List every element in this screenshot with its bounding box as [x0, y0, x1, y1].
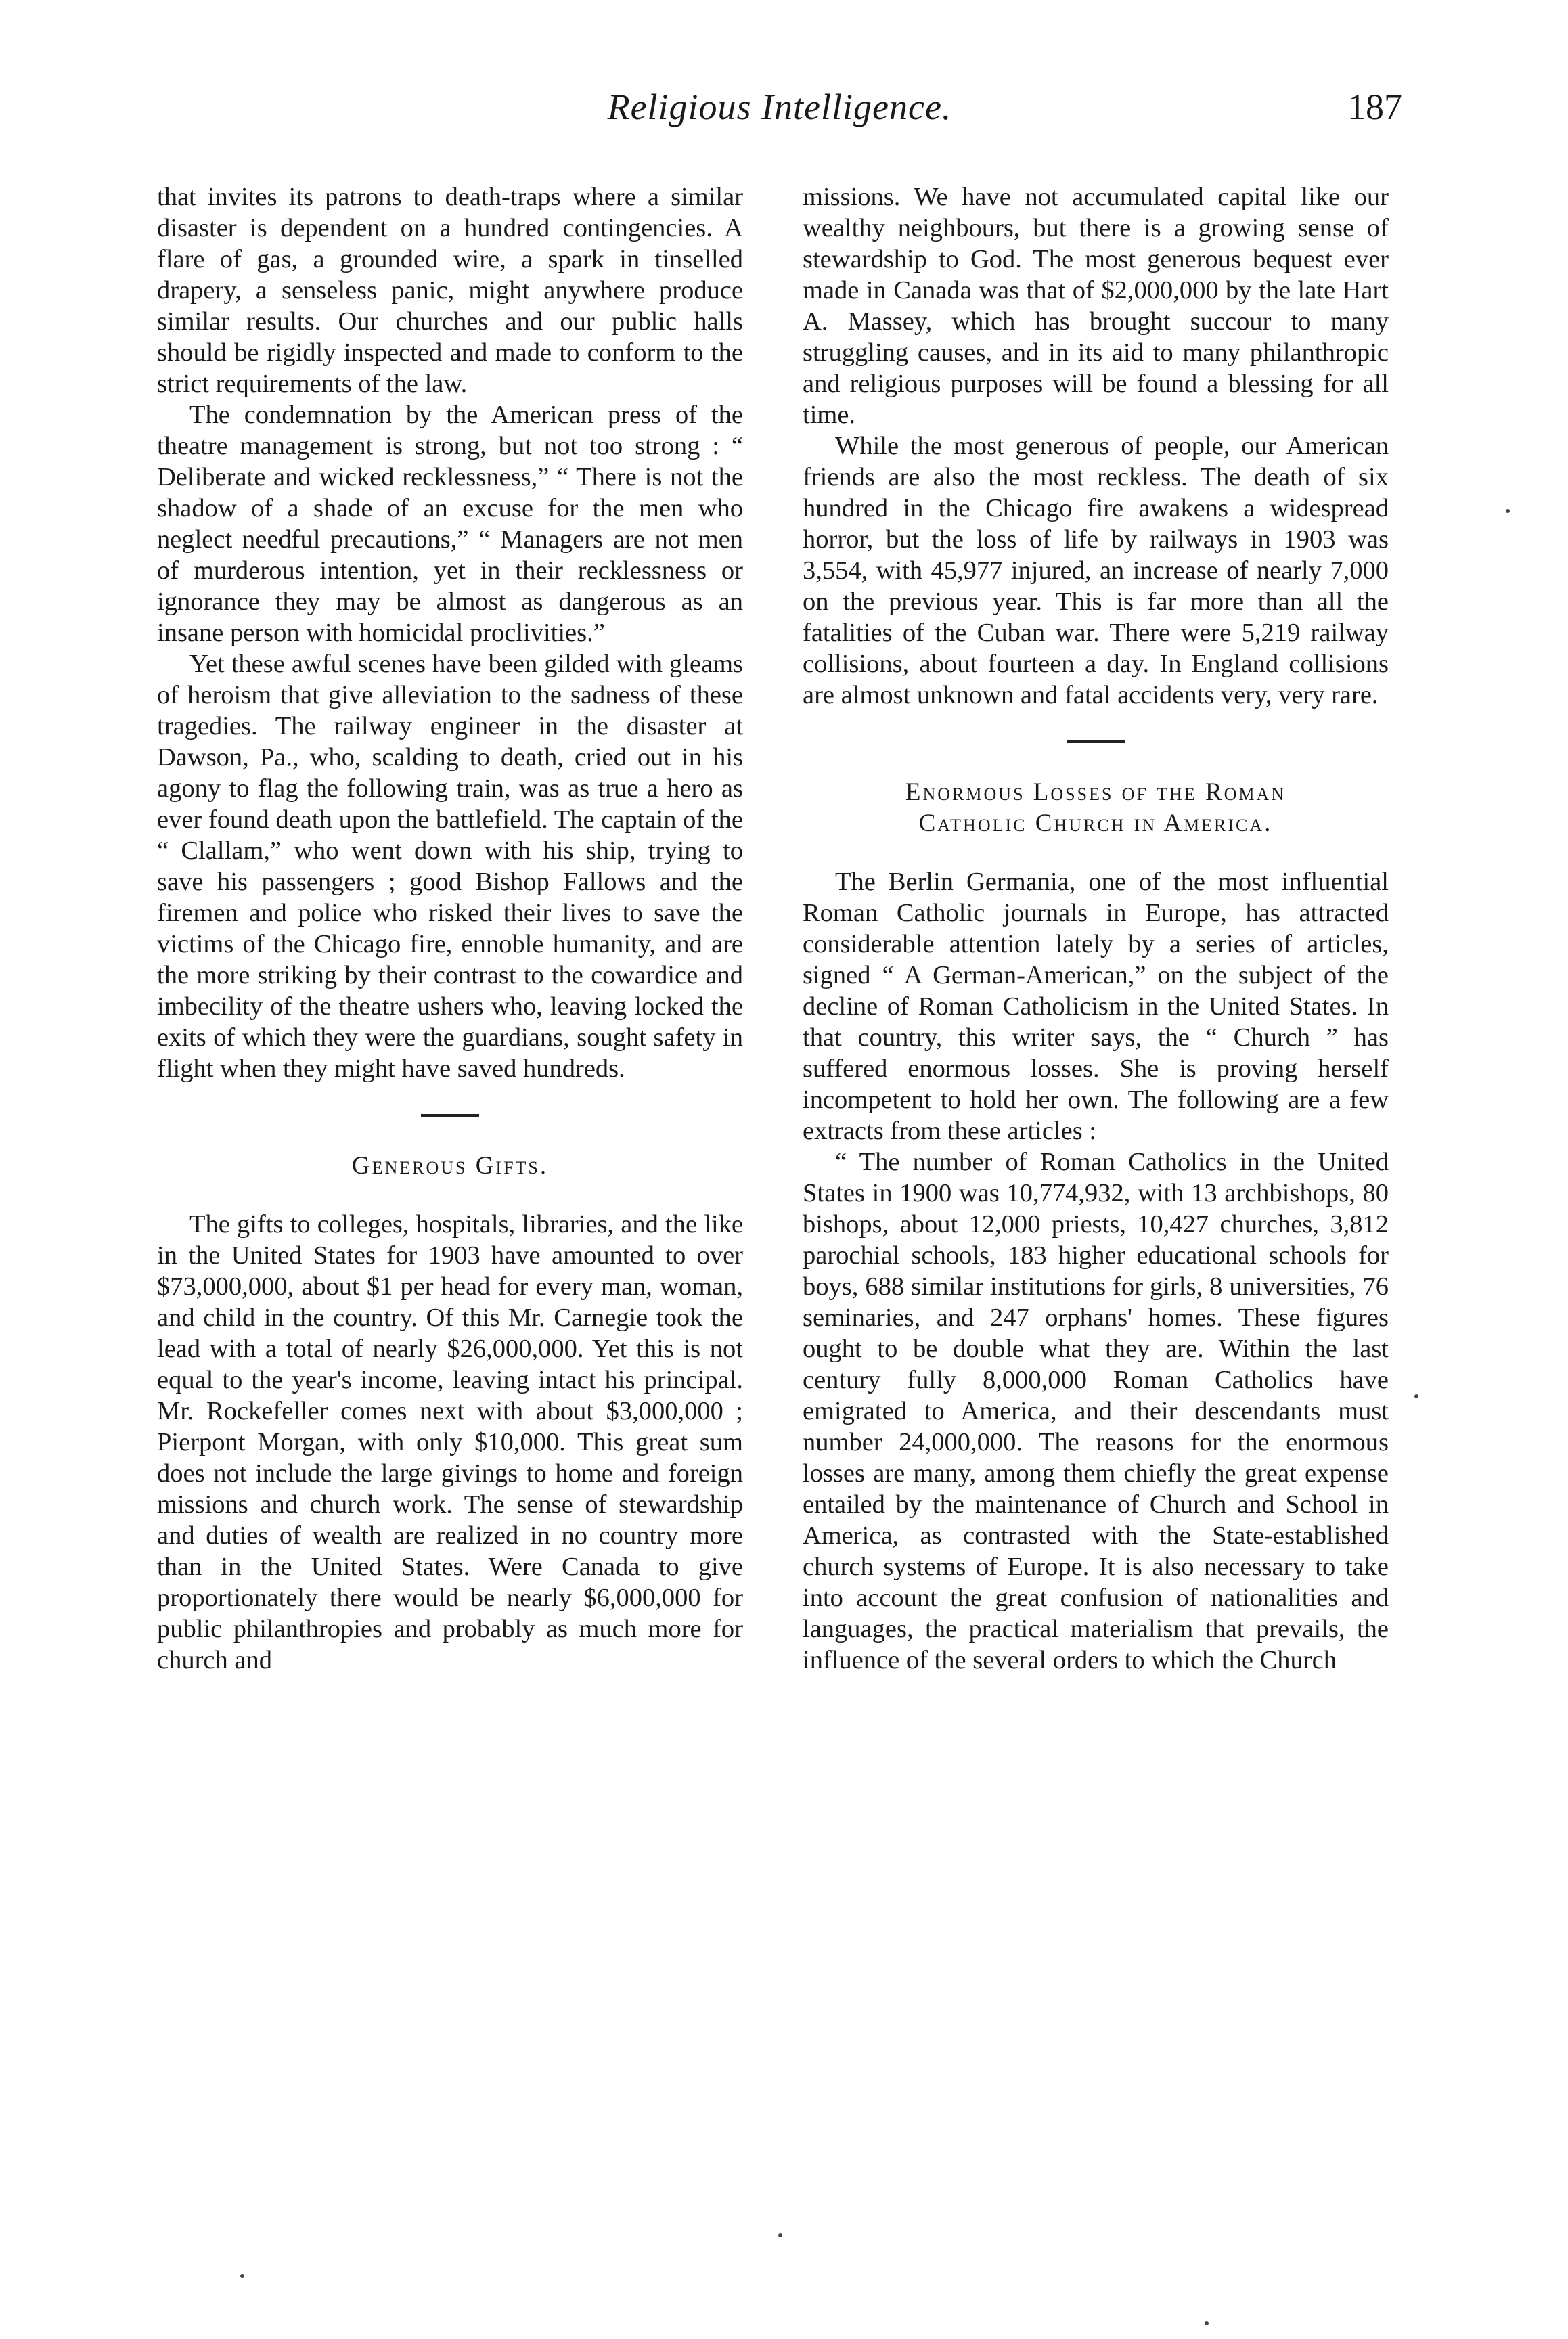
right-column [803, 181, 1389, 1676]
section-heading [803, 777, 1389, 839]
section-divider [421, 1114, 479, 1117]
paragraph: The Berlin Germania, one of the most influential Roman Catholic journals in Europe, has attracted considerable attention lately by a series of articles, signed “ A German-American,” on the subject of the decline of Roman Catholicism in the United States. In that country, this writer says, the “ Church ” has suffered enormous losses. She is proving herself incompetent to hold her own. The following are a few extracts from these articles : [803, 868, 1389, 1145]
page-number: 187 [1347, 87, 1402, 127]
running-head-title: Religious Intelligence. [607, 87, 952, 127]
print-speck [240, 2274, 244, 2278]
print-speck [1205, 2321, 1209, 2325]
section-heading-line: Enormous Losses of the Roman [905, 778, 1286, 806]
paragraph: While the most generous of people, our American friends are also the most reckless. The death of six hundred in the Chicago fire awakens a widespread horror, but the loss of life by railways in 1903 was 3,554, with 45,977 injured, an increase of nearly 7,000 on the previous year. This is far more than all the fatalities of the Cuban war. There were 5,219 railway collisions, about fourteen a day. In England collisions are almost unknown and fatal accidents very, very rare. [803, 432, 1389, 709]
paragraph: Yet these awful scenes have been gilded with gleams of heroism that give alleviation to the sadness of these tragedies. The railway engineer in the disaster at Dawson, Pa., who, scalding to death, cried out in his agony to flag the following train, was as true a hero as ever found death upon the battlefield. The captain of the “ Clallam,” who went down with his ship, trying to save his passengers ; good Bishop Fallows and the firemen and police who risked their lives to save the victims of the Chicago fire, ennoble humanity, and are the more striking by their contrast to the cowardice and imbecility of the theatre ushers who, leaving locked the exits of which they were the guardians, sought safety in flight when they might have saved hundreds. [157, 650, 743, 1083]
section-heading-line: Catholic Church in America. [918, 809, 1273, 837]
paragraph: The gifts to colleges, hospitals, libraries, and the like in the United States for 1903 have amounted to over $73,000,000, about $1 per head for every man, woman, and child in the country. Of this Mr. Carnegie took the lead with a total of nearly $26,000,000. Yet this is not equal to the year's income, leaving intact his principal. Mr. Rockefeller comes next with about $3,000,000 ; Pierpont Morgan, with only $10,000. This great sum does not include the large givings to home and foreign missions and church work. The sense of stewardship and duties of wealth are realized in no country more than in the United States. Were Canada to give proportionately there would be nearly $6,000,000 for public philanthropies and probably as much more for church and [157, 1210, 743, 1674]
paragraph: missions. We have not accumulated capital like our wealthy neighbours, but there is a growing sense of stewardship to God. The most generous bequest ever made in Canada was that of $2,000,000 by the late Hart A. Massey, which has brought succour to many struggling causes, and in its aid to many philanthropic and religious purposes will be found a blessing for all time. [803, 183, 1389, 429]
print-speck [1506, 509, 1510, 513]
section-heading: Generous Gifts. [351, 1152, 549, 1180]
running-head [157, 80, 1402, 134]
paragraph: “ The number of Roman Catholics in the United States in 1900 was 10,774,932, with 13 archbishops, 80 bishops, about 12,000 priests, 10,427 churches, 3,812 parochial schools, 183 higher educational schools for boys, 688 similar institutions for girls, 8 universities, 76 seminaries, and 247 orphans' homes. These figures ought to be double what they are. Within the last century fully 8,000,000 Roman Catholics have emigrated to America, and their descendants must number 24,000,000. The reasons for the enormous losses are many, among them chiefly the great expense entailed by the maintenance of Church and School in America, as contrasted with the State-established church systems of Europe. It is also necessary to take into account the great confusion of nationalities and languages, the practical materialism that prevails, the influence of the several orders to which the Church [803, 1148, 1389, 1674]
paragraph: that invites its patrons to death-traps where a similar disaster is dependent on a hundred contingencies. A flare of gas, a grounded wire, a spark in tinselled drapery, a senseless panic, might anywhere produce similar results. Our churches and our public halls should be rigidly inspected and made to conform to the strict requirements of the law. [157, 183, 743, 398]
print-speck [1414, 1394, 1418, 1398]
section-divider [1067, 740, 1125, 743]
left-column [157, 181, 743, 1676]
paragraph: The condemnation by the American press of the theatre management is strong, but not too strong : “ Deliberate and wicked recklessness,” “ There is not the shadow of a shade of an excuse for the men who neglect needful precautions,” “ Managers are not men of murderous intention, yet in their recklessness or ignorance they may be almost as dangerous as an insane person with homicidal proclivities.” [157, 401, 743, 647]
print-speck [778, 2233, 782, 2237]
